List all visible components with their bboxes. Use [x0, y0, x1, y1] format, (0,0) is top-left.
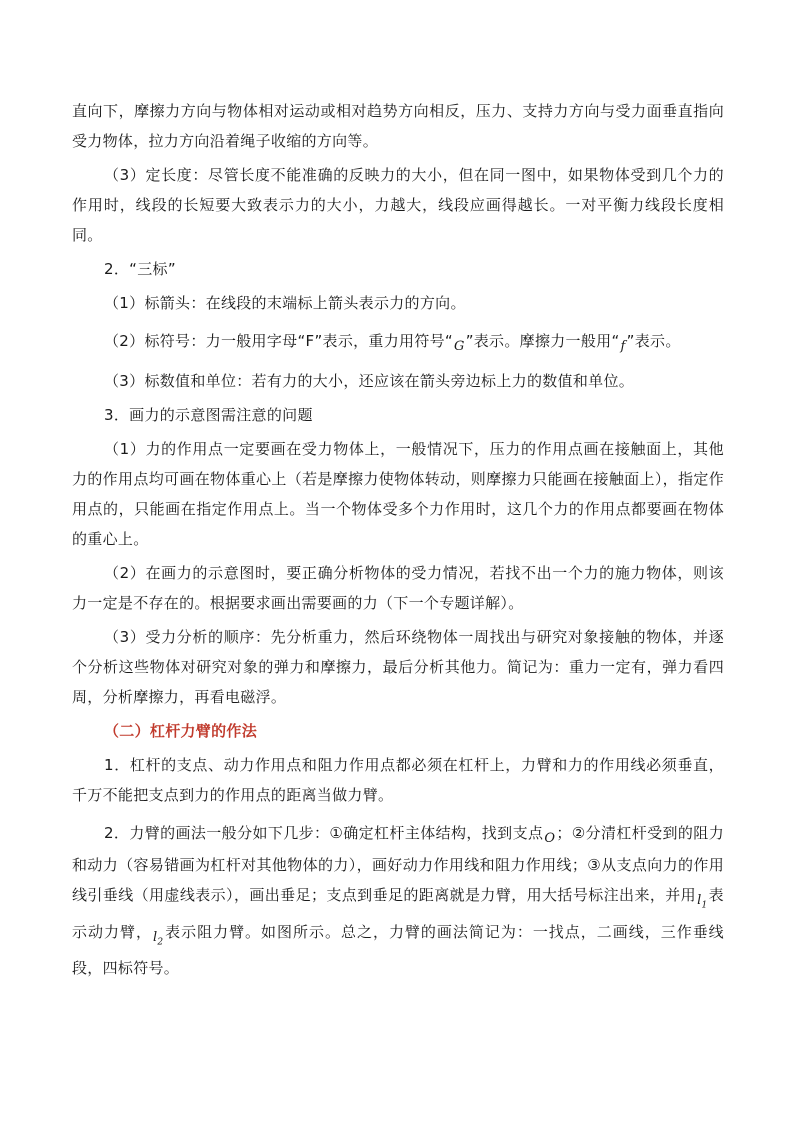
paragraph-lever-points: 1．杠杆的支点、动力作用点和阻力作用点都必须在杠杆上，力臂和力的作用线必须垂直，千万不能把支点到力的作用点的距离当做力臂。 [72, 756, 724, 804]
paragraph-analysis-order: （3）受力分析的顺序：先分析重力，然后环绕物体一周找出与研究对象接触的物体，并逐个分析这些物体对研究对象的弹力和摩擦力，最后分析其他力。简记为：重力一定有，弹力看四周，分析摩擦力，再看电磁浮。 [72, 628, 724, 706]
document-body [72, 96, 724, 983]
paragraph-force-analysis: （2）在画力的示意图时，要正确分析物体的受力情况，若找不出一个力的施力物体，则该力一定是不存在的。根据要求画出需要画的力（下一个专题详解）。 [72, 564, 724, 612]
symbol-fulcrum: O [544, 831, 556, 846]
symbol-effort-arm: $l_1$ [697, 893, 708, 911]
paragraph-mark-arrow: （1）标箭头：在线段的末端标上箭头表示力的方向。 [104, 294, 466, 312]
paragraph-force-direction-continued: 直向下，摩擦力方向与物体相对运动或相对趋势方向相反，压力、支持力方向与受力面垂直指向受力物体，拉力方向沿着绳子收缩的方向等。 [72, 102, 724, 150]
heading-drawing-notes: 3．画力的示意图需注意的问题 [104, 406, 313, 424]
symbol-friction: f [620, 339, 626, 354]
paragraph-define-length: （3）定长度：尽管长度不能准确的反映力的大小，但在同一图中，如果物体受到几个力的作用时，线段的长短要大致表示力的大小，力越大，线段应画得越长。一对平衡力线段长度相同。 [72, 166, 724, 244]
symbol-gravity: G [454, 339, 465, 354]
symbol-load-arm: $l_2$ [152, 929, 164, 948]
paragraph-lever-arm-steps: 2．力臂的画法一般分如下几步：①确定杠杆主体结构，找到支点O；②分清杠杆受到的阻力和动力（容易错画为杠杆对其他物体的力），画好动力作用线和阻力作用线；③从支点向力的作用线引垂线（用虚线表示），画出垂足；支点到垂足的距离就是力臂，用大括号标注出来，并用$l_1$表示动力臂，$l_2$表示阻力臂。如图所示。总之，力臂的画法简记为：一找点，二画线，三作垂线段，四标符号。 [72, 824, 724, 978]
section-heading-lever-arm: （二）杠杆力臂的作法 [104, 722, 258, 740]
paragraph-mark-symbol: （2）标符号：力一般用字母“F”表示，重力用符号“G”表示。摩擦力一般用“f”表示。 [104, 332, 681, 354]
paragraph-point-of-application: （1）力的作用点一定要画在受力物体上，一般情况下，压力的作用点画在接触面上，其他力的作用点均可画在物体重心上（若是摩擦力使物体转动，则摩擦力只能画在接触面上），指定作用点的，只能画在指定作用点上。当一个物体受多个力作用时，这几个力的作用点都要画在物体的重心上。 [72, 440, 724, 548]
paragraph-mark-value-unit: （3）标数值和单位：若有力的大小，还应该在箭头旁边标上力的数值和单位。 [104, 372, 635, 390]
heading-three-marks: 2．“三标” [104, 260, 176, 278]
